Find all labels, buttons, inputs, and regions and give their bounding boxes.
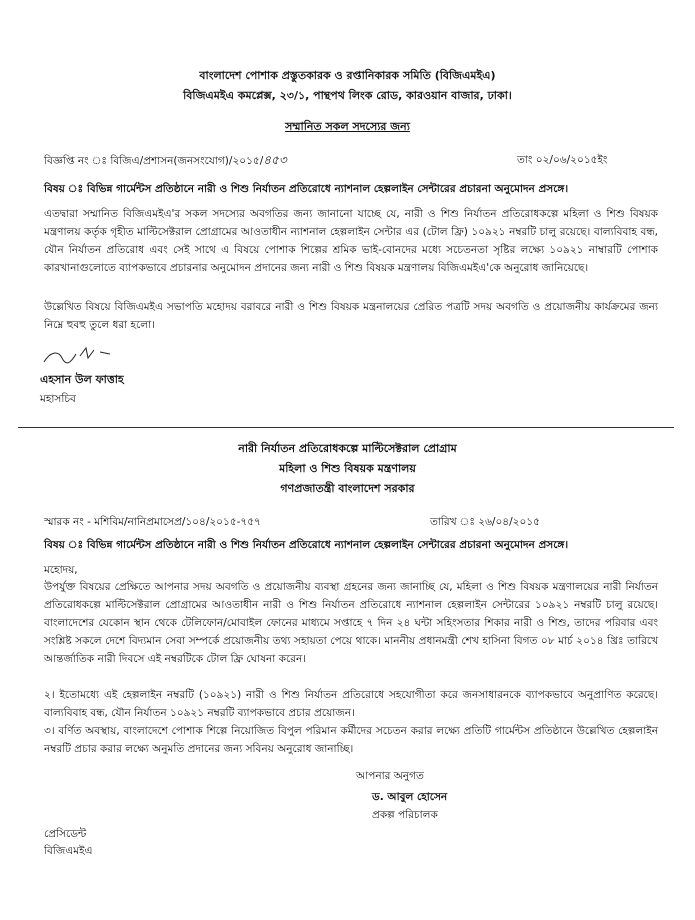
letter-body-3 bbox=[44, 722, 658, 758]
org-address: বিজিএমইএ কমপ্লেক্স, ২৩/১, পান্থপথ লিংক রোড, কারওয়ান বাজার, ঢাকা। bbox=[183, 89, 512, 102]
notice-signatory-title: মহাসচিব bbox=[40, 393, 76, 405]
letter-sender-name: ড. আবুল হোসেন bbox=[372, 791, 448, 803]
letter-paragraph-3: ৩। বর্ণিত অবস্থায়, বাংলাদেশে পোশাক শিল্পে নিয়োজিত বিপুল পরিমান কর্মীদের সচেতন করার লক্ষ্যে প্রতিটি গার্মেন্টস প্রতিষ্ঠানে উল্লেখিত হেল্পলাইন নম্বরটি প্রচার করার লক্ষ্যে অনুমতি প্রদানের জন্য সবিনয় অনুরোধ জানাচ্ছি। bbox=[44, 725, 658, 755]
letter-subject: বিষয় ঃ বিভিন্ন গার্মেন্টস প্রতিষ্ঠানে নারী ও শিশু নির্যাতন প্রতিরোধে ন্যাশনাল হেল্পলাইন সেন্টারের প্রচারনা অনুমোদন প্রসঙ্গে। bbox=[44, 539, 569, 551]
notice-ref bbox=[44, 152, 287, 169]
notice-body-2 bbox=[44, 298, 658, 334]
notice-paragraph-1: এতদ্বারা সম্মানিত বিজিএমইএ'র সকল সদস্যের অবগতির জন্য জানানো যাচ্ছে যে, নারী ও শিশু নির্যাতন প্রতিরোধকল্পে মহিলা ও শিশু বিষয়ক মন্ত্রণালয় কর্তৃক গৃহীত মাল্টিসেক্টরাল প্রোগ্রামের আওতাধীন ন্যাশনাল হেল্পলাইন সেন্টার এর (টোল ফ্রি) ১০৯২১ নম্বরটি চালু রয়েছে। বাল্যবিবাহ বন্ধ, যৌন নির্যাতন প্রতিরোধ এবং সেই সাথে এ বিষয়ে পোশাক শিল্পের শ্রমিক ভাই-বোনদের মধ্যে সচেতনতা সৃষ্টির লক্ষ্যে ১০৯২১ নাম্বারটি পোশাক কারখানাগুলোতে ব্যাপকভাবে প্রচারনার অনুমোদন প্রদানের জন্য নারী ও শিশু বিষয়ক মন্ত্রণালয় বিজিএমইএ'কে অনুরোধ জানিয়েছে। bbox=[44, 208, 658, 274]
salutation-heading: সম্মানিত সকল সদস্যের জন্য bbox=[285, 120, 410, 133]
notice-subject: বিষয় ঃ বিভিন্ন গার্মেন্টস প্রতিষ্ঠানে নারী ও শিশু নির্যাতন প্রতিরোধে ন্যাশনাল হেল্পলাইন সেন্টারের প্রচারনা অনুমোদন প্রসঙ্গে। bbox=[44, 183, 569, 195]
notice-body bbox=[44, 205, 658, 277]
divider bbox=[18, 427, 674, 428]
notice-paragraph-2: উল্লেখিত বিষয়ে বিজিএমইএ সভাপতি মহোদয় বরাবরে নারী ও শিশু বিষয়ক মন্ত্রনালয়ের প্রেরিত পত্রটি সদয় অবগতি ও প্রয়োজনীয় কার্যক্রমের জন্য নিম্নে হুবহু তুলে ধরা হলো। bbox=[44, 301, 658, 331]
letter-sender-title: প্রকল্প পরিচালক bbox=[372, 809, 438, 821]
letter-paragraph-1: উপর্যুক্ত বিষয়ের প্রেক্ষিতে আপনার সদয় অবগতি ও প্রয়োজনীয় ব্যবস্থা গ্রহনের জন্য জানাচ্ছি যে, মহিলা ও শিশু বিষয়ক মন্ত্রণালয়ের নারী নির্যাতন প্রতিরোধকল্পে মাল্টিসেক্টরাল প্রোগ্রামের আওতাধীন নারী ও শিশু নির্যাতন প্রতিরোধে ন্যাশনাল হেল্পলাইন সেন্টারের ১০৯২১ নম্বরটি চালু রয়েছে। বাংলাদেশের যেকোন স্থান থেকে টেলিফোন/মোবাইল ফোনের মাধ্যমে সপ্তাহে ৭ দিন ২৪ ঘন্টা সহিংসতার শিকার নারী ও শিশু, তাদের পরিবার এবং সংশ্লিষ্ট সকলে দেশে বিদ্যমান সেবা সম্পর্কে প্রয়োজনীয় তথ্য সহায়তা পেয়ে থাকে। মাননীয় প্রধানমন্ত্রী শেখ হাসিনা বিগত ০৮ মার্চ ২০১৪ খ্রিঃ তারিখে আন্তর্জাতিক নারী দিবসে এই নম্বরটিকে টোল ফ্রি ঘোষনা করেন। bbox=[44, 581, 658, 665]
notice-ref-handwritten: ৪৫৩ bbox=[263, 153, 287, 167]
notice-ref-number: বিজ্ঞপ্তি নং ঃ বিজিএ/প্রশাসন(জনসংযোগ)/২০১৫/ bbox=[44, 155, 264, 167]
letter-memo: স্মারক নং - মশিবিম/নানিপ্রমাসেপ্র/১০৪/২০১৫-৭৫৭ bbox=[44, 516, 261, 528]
letter-recipient-org: বিজিএমইএ bbox=[44, 845, 93, 857]
org-name: বাংলাদেশ পোশাক প্রস্তুতকারক ও রপ্তানিকারক সমিতি (বিজিএমইএ) bbox=[199, 69, 496, 82]
letter-date: তারিখ ঃ ২৬/০৪/২০১৫ bbox=[430, 516, 540, 528]
letter-body-2 bbox=[44, 686, 658, 722]
letter-heading-government: গণপ্রজাতন্ত্রী বাংলাদেশ সরকার bbox=[280, 482, 415, 495]
letter-heading-ministry: মহিলা ও শিশু বিষয়ক মন্ত্রণালয় bbox=[279, 462, 416, 475]
notice-signatory-name: এহসান উল ফাত্তাহ bbox=[40, 373, 124, 386]
letter-paragraph-2: ২। ইতোমধ্যে এই হেল্পলাইন নম্বরটি (১০৯২১) নারী ও শিশু নির্যাতন প্রতিরোধে সহযোগীতা করে জনসাধারনকে ব্যাপকভাবে অনুপ্রাণিত করেছে। বাল্যবিবাহ বন্ধ, যৌন নির্যাতন ১০৯২১ নম্বরটি ব্যাপকভাবে প্রচার প্রয়োজন। bbox=[44, 689, 658, 719]
notice-date: তাং ০২/০৬/২০১৫ইং bbox=[517, 154, 608, 166]
letter-closing: আপনার অনুগত bbox=[356, 770, 424, 782]
letter-body bbox=[44, 578, 658, 668]
letter-heading-program: নারী নির্যাতন প্রতিরোধকল্পে মাল্টিসেক্টরাল প্রোগ্রাম bbox=[238, 442, 457, 455]
signature-scribble bbox=[40, 340, 130, 370]
letter-recipient-title: প্রেসিডেন্ট bbox=[44, 828, 87, 840]
letter-greeting: মহোদয়, bbox=[44, 564, 78, 576]
